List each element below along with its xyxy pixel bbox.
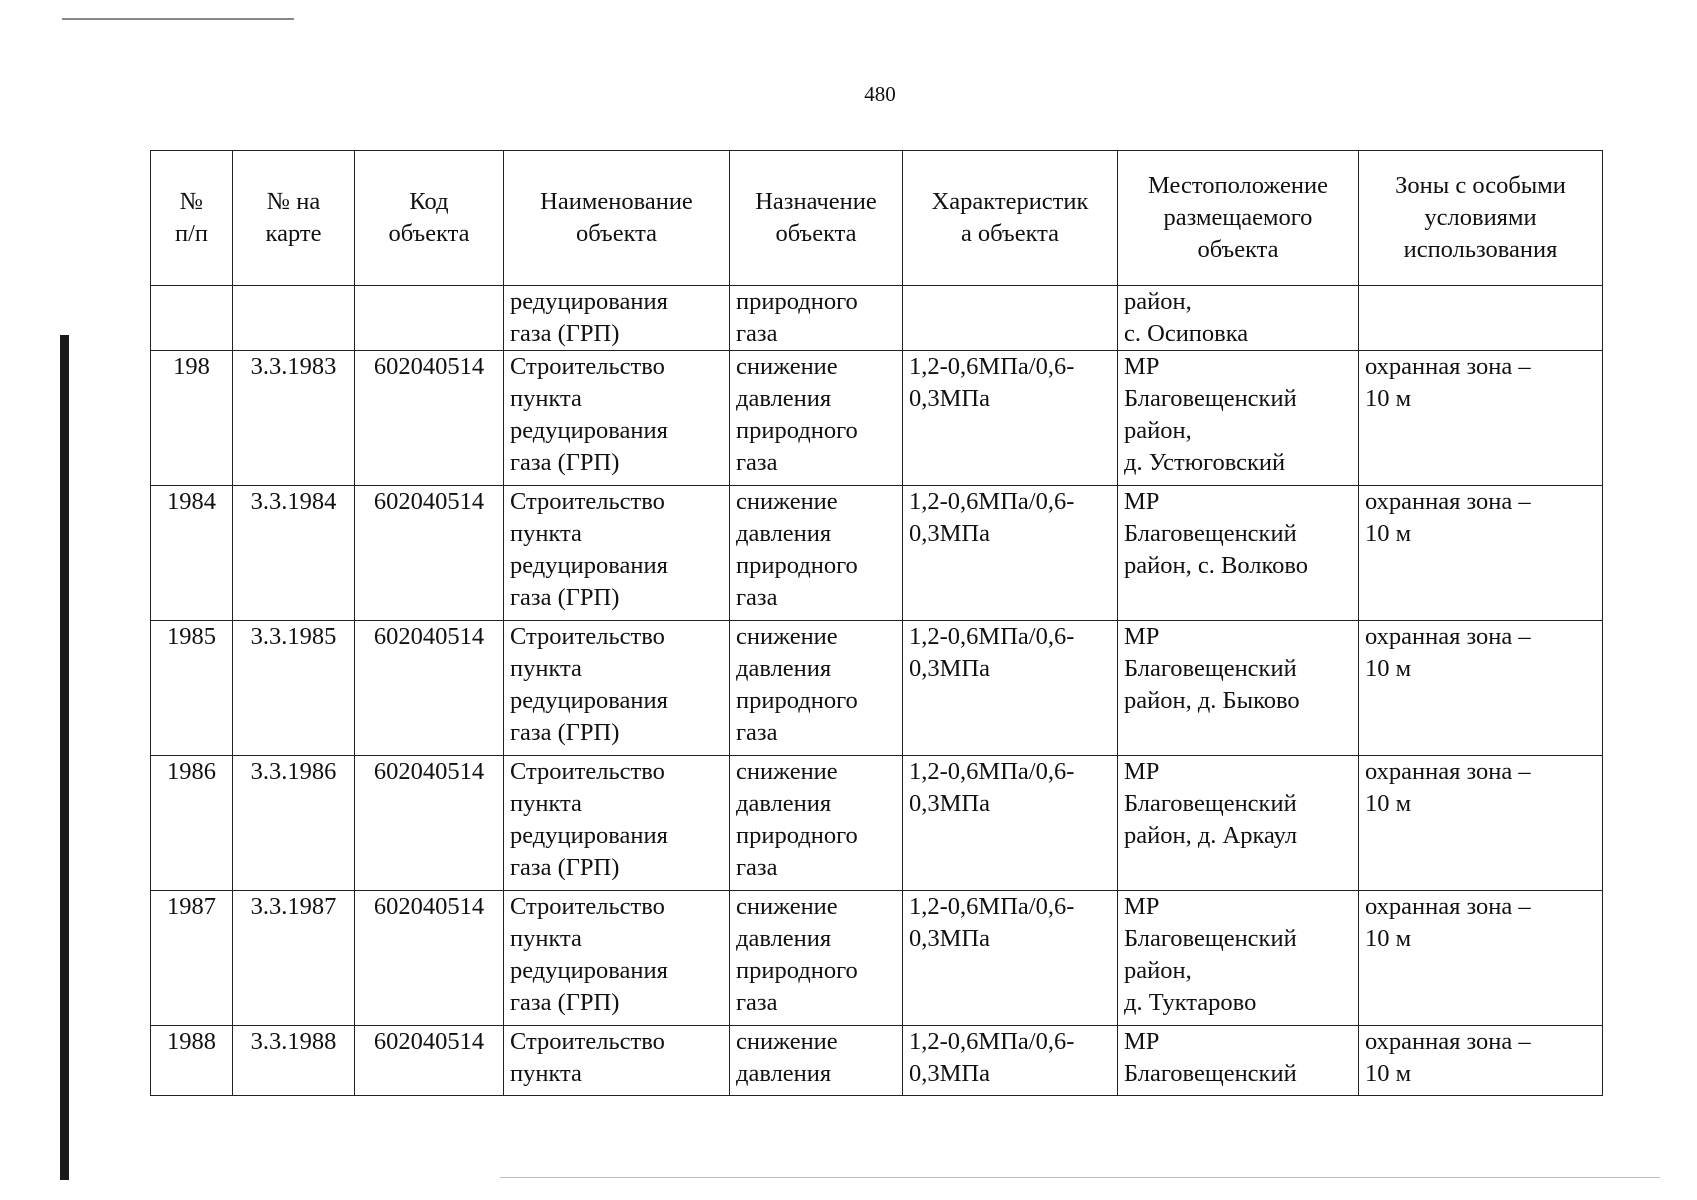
header-object-name: Наименование объекта	[504, 151, 730, 286]
cell-index: 1987	[151, 891, 233, 1026]
cell-object-name: Строительство пункта	[504, 1026, 730, 1096]
cell-object-characteristics: 1,2-0,6МПа/0,6- 0,3МПа	[903, 486, 1118, 621]
cell-object-location: МР Благовещенский район, д. Туктарово	[1118, 891, 1359, 1026]
objects-table	[150, 150, 1603, 1096]
cell-index: 1986	[151, 756, 233, 891]
cell-object-purpose: снижение давления	[730, 1026, 903, 1096]
scan-edge-bar	[60, 335, 69, 1180]
cell-object-name: редуцирования газа (ГРП)	[504, 286, 730, 351]
cell-map-number: 3.3.1985	[233, 621, 355, 756]
bottom-rule	[500, 1177, 1660, 1178]
cell-object-purpose: природного газа	[730, 286, 903, 351]
header-special-zones: Зоны с особыми условиями использования	[1359, 151, 1603, 286]
cell-object-code: 602040514	[355, 351, 504, 486]
table-row	[151, 351, 1603, 486]
cell-object-name: Строительство пункта редуцирования газа (ГРП)	[504, 621, 730, 756]
header-row	[151, 151, 1603, 286]
cell-map-number: 3.3.1983	[233, 351, 355, 486]
cell-map-number: 3.3.1984	[233, 486, 355, 621]
cell-index: 1985	[151, 621, 233, 756]
cell-special-zone: охранная зона – 10 м	[1359, 486, 1603, 621]
cell-index: 1984	[151, 486, 233, 621]
cell-object-purpose: снижение давления природного газа	[730, 891, 903, 1026]
cell-object-characteristics	[903, 286, 1118, 351]
cell-object-code: 602040514	[355, 891, 504, 1026]
cell-object-name: Строительство пункта редуцирования газа (ГРП)	[504, 891, 730, 1026]
cell-object-characteristics: 1,2-0,6МПа/0,6- 0,3МПа	[903, 1026, 1118, 1096]
cell-map-number: 3.3.1987	[233, 891, 355, 1026]
cell-object-code: 602040514	[355, 756, 504, 891]
header-object-code: Код объекта	[355, 151, 504, 286]
table-row	[151, 756, 1603, 891]
cell-object-location: МР Благовещенский	[1118, 1026, 1359, 1096]
cell-object-purpose: снижение давления природного газа	[730, 351, 903, 486]
header-object-location: Местоположение размещаемого объекта	[1118, 151, 1359, 286]
cell-object-location: МР Благовещенский район, с. Волково	[1118, 486, 1359, 621]
cell-special-zone: охранная зона – 10 м	[1359, 351, 1603, 486]
cell-object-purpose: снижение давления природного газа	[730, 756, 903, 891]
cell-object-purpose: снижение давления природного газа	[730, 621, 903, 756]
cell-object-characteristics: 1,2-0,6МПа/0,6- 0,3МПа	[903, 621, 1118, 756]
cell-index: 198	[151, 351, 233, 486]
table-row	[151, 1026, 1603, 1096]
cell-object-name: Строительство пункта редуцирования газа (ГРП)	[504, 351, 730, 486]
cell-object-code: 602040514	[355, 621, 504, 756]
cell-special-zone: охранная зона – 10 м	[1359, 756, 1603, 891]
cell-index	[151, 286, 233, 351]
cell-special-zone	[1359, 286, 1603, 351]
top-rule	[62, 18, 294, 20]
cell-index: 1988	[151, 1026, 233, 1096]
cell-object-purpose: снижение давления природного газа	[730, 486, 903, 621]
cell-special-zone: охранная зона – 10 м	[1359, 621, 1603, 756]
table-row	[151, 486, 1603, 621]
cell-object-characteristics: 1,2-0,6МПа/0,6- 0,3МПа	[903, 756, 1118, 891]
cell-object-location: МР Благовещенский район, д. Устюговский	[1118, 351, 1359, 486]
header-map-number: № на карте	[233, 151, 355, 286]
cell-object-name: Строительство пункта редуцирования газа (ГРП)	[504, 756, 730, 891]
cell-object-name: Строительство пункта редуцирования газа (ГРП)	[504, 486, 730, 621]
cell-special-zone: охранная зона – 10 м	[1359, 891, 1603, 1026]
cell-special-zone: охранная зона – 10 м	[1359, 1026, 1603, 1096]
cell-map-number	[233, 286, 355, 351]
page-number: 480	[864, 82, 896, 106]
cell-object-location: МР Благовещенский район, д. Аркаул	[1118, 756, 1359, 891]
cell-object-location: МР Благовещенский район, д. Быково	[1118, 621, 1359, 756]
header-object-purpose: Назначение объекта	[730, 151, 903, 286]
cell-object-code: 602040514	[355, 486, 504, 621]
cell-object-characteristics: 1,2-0,6МПа/0,6- 0,3МПа	[903, 351, 1118, 486]
table-row	[151, 621, 1603, 756]
cell-map-number: 3.3.1986	[233, 756, 355, 891]
cell-object-location: район, с. Осиповка	[1118, 286, 1359, 351]
cell-map-number: 3.3.1988	[233, 1026, 355, 1096]
table-row	[151, 286, 1603, 351]
header-object-characteristics: Характеристик а объекта	[903, 151, 1118, 286]
cell-object-code	[355, 286, 504, 351]
table-row	[151, 891, 1603, 1026]
header-index: № п/п	[151, 151, 233, 286]
cell-object-characteristics: 1,2-0,6МПа/0,6- 0,3МПа	[903, 891, 1118, 1026]
cell-object-code: 602040514	[355, 1026, 504, 1096]
